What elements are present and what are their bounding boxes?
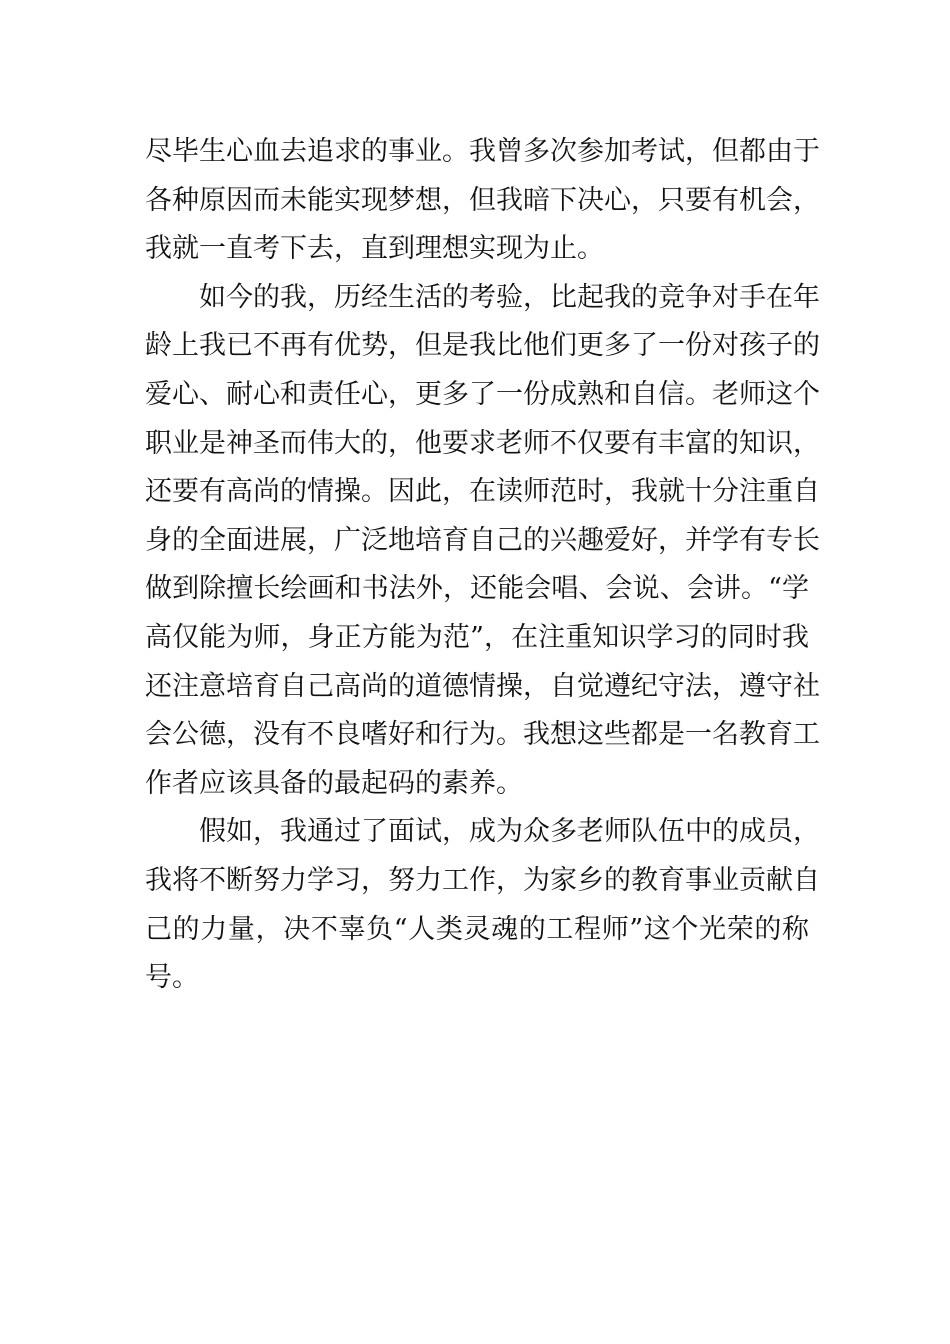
text-line: 还要有高尚的情操。因此，在读师范时，我就十分注重自 [145,476,820,508]
text-line: 己的力量，决不辜负“人类灵魂的工程师”这个光荣的称 [145,913,809,945]
text-line: 如今的我，历经生活的考验，比起我的竞争对手在年 [199,281,820,313]
text-line: 会公德，没有不良嗜好和行为。我想这些都是一名教育工 [145,719,820,751]
text-line: 还注意培育自己高尚的道德情操，自觉遵纪守法，遵守社 [145,670,820,702]
text-line: 做到除擅长绘画和书法外，还能会唱、会说、会讲。“学 [145,573,809,605]
document-body [145,128,820,1003]
text-line: 作者应该具备的最起码的素养。 [145,767,523,799]
text-line: 我将不断努力学习，努力工作，为家乡的教育事业贡献自 [145,864,820,896]
text-line: 爱心、耐心和责任心，更多了一份成熟和自信。老师这个 [145,378,820,410]
text-line: 号。 [145,962,199,994]
text-line: 高仅能为师，身正方能为范”，在注重知识学习的同时我 [145,621,809,653]
text-line: 假如，我通过了面试，成为众多老师队伍中的成员， [199,816,820,848]
text-line: 龄上我已不再有优势，但是我比他们更多了一份对孩子的 [145,330,820,362]
text-line: 职业是神圣而伟大的，他要求老师不仅要有丰富的知识， [145,427,820,459]
paragraph-3 [145,808,820,1002]
text-line: 尽毕生心血去追求的事业。我曾多次参加考试，但都由于 [145,136,820,167]
text-line: 身的全面进展，广泛地培育自己的兴趣爱好，并学有专长 [145,524,820,556]
paragraph-2 [145,274,820,809]
paragraph-1 [145,128,820,274]
text-line: 我就一直考下去，直到理想实现为止。 [145,233,604,265]
text-line: 各种原因而未能实现梦想，但我暗下决心，只要有机会， [145,184,820,216]
